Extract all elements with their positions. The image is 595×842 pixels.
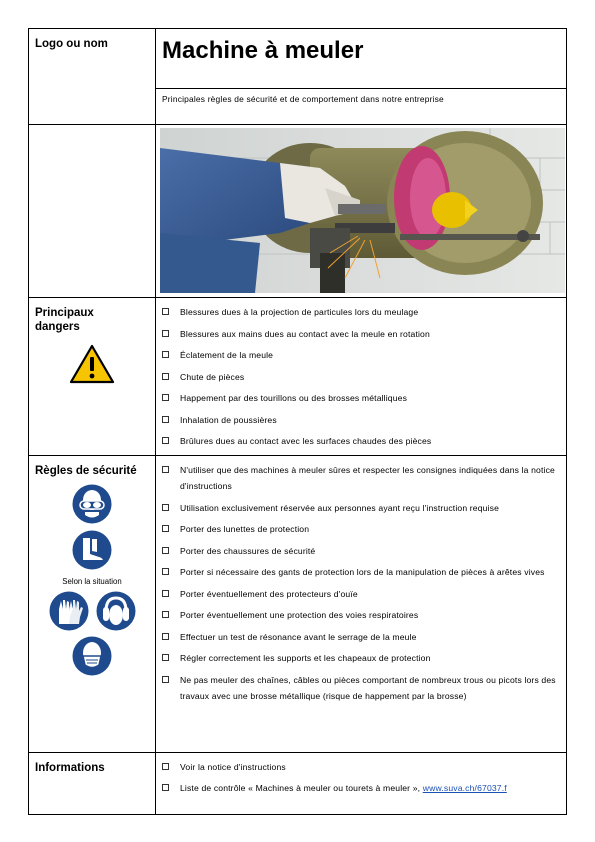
checkbox-icon [162, 373, 169, 380]
photo-left-cell [29, 125, 156, 298]
situation-label: Selon la situation [62, 576, 122, 586]
warning-triangle-icon [69, 344, 115, 384]
grinding-machine-photo [160, 128, 565, 293]
list-item: Porter éventuellement des protecteurs d'ouïe [162, 586, 562, 603]
checkbox-icon [162, 504, 169, 511]
checkbox-icon [162, 633, 169, 640]
protective-gloves-icon [49, 591, 89, 631]
list-item: Utilisation exclusivement réservée aux personnes ayant reçu l'instruction requise [162, 500, 562, 517]
page-title: Machine à meuler [162, 37, 364, 64]
dangers-label [29, 298, 155, 334]
list-item: Blessures dues à la projection de particules lors du meulage [162, 304, 562, 321]
checkbox-icon [162, 437, 169, 444]
logo-label: Logo ou nom [35, 38, 108, 50]
list-item: Inhalation de poussières [162, 412, 562, 429]
ear-protection-icon [96, 591, 136, 631]
checkbox-icon [162, 611, 169, 618]
checkbox-icon [162, 547, 169, 554]
info-label: Informations [35, 761, 105, 774]
checkbox-icon [162, 394, 169, 401]
info-list-cell [156, 752, 567, 814]
info-list [156, 753, 566, 797]
dangers-label-line2: dangers [35, 321, 80, 333]
respirator-mask-icon [72, 636, 112, 676]
checkbox-icon [162, 525, 169, 532]
list-item: Blessures aux mains dues au contact avec la meule en rotation [162, 326, 562, 343]
checkbox-icon [162, 351, 169, 358]
safety-boots-icon [72, 530, 112, 570]
rules-label-cell [29, 455, 156, 752]
list-item: Porter des lunettes de protection [162, 521, 562, 538]
checkbox-icon [162, 568, 169, 575]
info-label-cell [29, 752, 156, 814]
list-item: Éclatement de la meule [162, 347, 562, 364]
list-item: Porter si nécessaire des gants de protection lors de la manipulation de pièces à arêtes vives [162, 564, 562, 581]
logo-cell [29, 29, 156, 125]
dangers-label-cell [29, 298, 156, 456]
list-item: Porter des chaussures de sécurité [162, 543, 562, 560]
dangers-list [156, 298, 566, 450]
rules-list [156, 456, 566, 705]
checkbox-icon [162, 784, 169, 791]
checkbox-icon [162, 330, 169, 337]
list-item: Porter éventuellement une protection des voies respiratoires [162, 607, 562, 624]
photo-cell [156, 125, 567, 298]
safety-sheet [28, 28, 567, 809]
list-item: Liste de contrôle « Machines à meuler ou tourets à meuler », www.suva.ch/67037.f [162, 780, 562, 797]
title-cell [156, 29, 567, 125]
checkbox-icon [162, 654, 169, 661]
list-item: N'utiliser que des machines à meuler sûres et respecter les consignes indiquées dans la notice d'instructions [162, 462, 562, 495]
checkbox-icon [162, 416, 169, 423]
rules-list-cell [156, 455, 567, 752]
page-subtitle: Principales règles de sécurité et de comportement dans notre entreprise [156, 88, 566, 115]
list-item: Effectuer un test de résonance avant le serrage de la meule [162, 629, 562, 646]
dangers-label-line1: Principaux [35, 307, 94, 319]
dangers-list-cell [156, 298, 567, 456]
checkbox-icon [162, 466, 169, 473]
checkbox-icon [162, 590, 169, 597]
list-item: Régler correctement les supports et les chapeaux de protection [162, 650, 562, 667]
checkbox-icon [162, 676, 169, 683]
checkbox-icon [162, 308, 169, 315]
list-item: Brûlures dues au contact avec les surfaces chaudes des pièces [162, 433, 562, 450]
list-item: Voir la notice d'instructions [162, 759, 562, 776]
checkbox-icon [162, 763, 169, 770]
rules-label: Règles de sécurité [35, 464, 137, 477]
list-item: Happement par des tourillons ou des brosses métalliques [162, 390, 562, 407]
checklist-link[interactable]: www.suva.ch/67037.f [422, 783, 507, 793]
list-item: Ne pas meuler des chaînes, câbles ou pièces comportant de nombreux trous ou picots lors des travaux avec une brosse métallique (risque de happement par la brosse) [162, 672, 562, 705]
list-item: Chute de pièces [162, 369, 562, 386]
safety-table [28, 28, 567, 815]
safety-goggles-icon [72, 484, 112, 524]
